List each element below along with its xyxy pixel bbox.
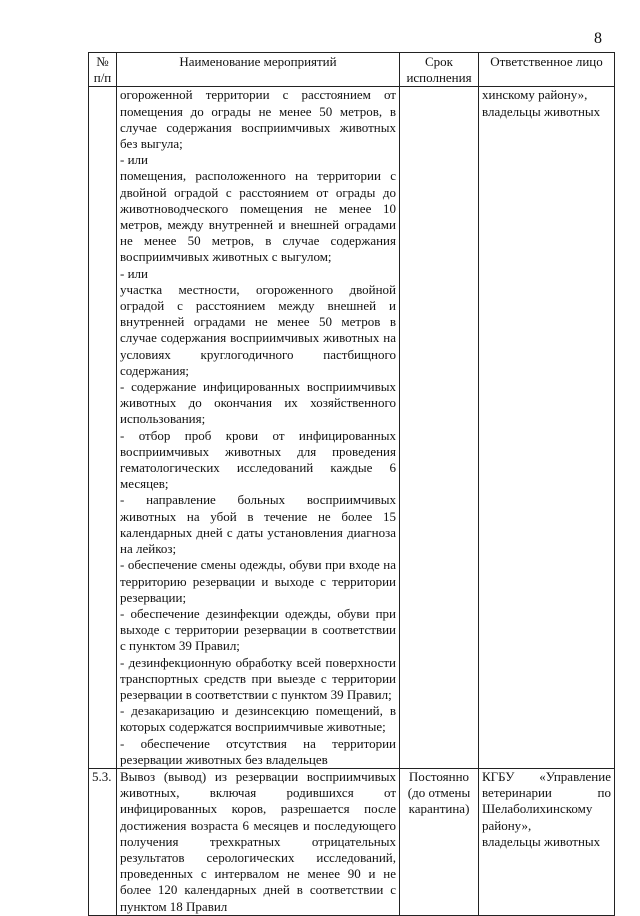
description-line: - обеспечение отсутствия на территории резервации животных без владельцев — [120, 735, 396, 767]
header-term: Срок исполнения — [400, 53, 479, 87]
responsible-line: хинскому району», — [482, 87, 588, 103]
table-row — [89, 87, 615, 769]
row-description — [117, 87, 400, 769]
row-responsible — [479, 87, 615, 769]
row-num — [89, 87, 117, 769]
responsible-line: владельцы животных — [482, 103, 601, 119]
row-description — [117, 768, 400, 915]
description-line: - дезинфекционную обработку всей поверхности транспортных средств при выезде с территории резервации в соответствии с пунктом 39 Правил; — [120, 654, 396, 702]
description-line: участка местности, огороженного двойной оградой с расстоянием между внешней и внутренней оградами не менее 50 метров в случае содержания восприимчивых животных на условиях круглогодичного пастбищного содержания; — [120, 281, 396, 378]
row-term: Постоянно (до отмены карантина) — [400, 768, 479, 915]
responsible-line: владельцы животных — [482, 833, 601, 849]
description-line: огороженной территории с расстоянием от помещения до ограды не менее 50 метров, в случае содержания восприимчивых животных без выгула; — [120, 87, 396, 152]
header-name: Наименование мероприятий — [117, 53, 400, 87]
description-line: - или — [120, 265, 148, 281]
description-line: - или — [120, 152, 148, 168]
description-line: - дезакаризацию и дезинсекцию помещений, в которых содержатся восприимчивые животные; — [120, 703, 396, 735]
page-number: 8 — [594, 30, 602, 47]
description-line: помещения, расположенного на территории с двойной оградой с расстоянием от ограды до животноводческого помещения не менее 10 метров, между внутренней и внешней оградами не менее 50 метров, в случае содержания восприимчивых животных с выгулом; — [120, 168, 396, 265]
row-responsible — [479, 768, 615, 915]
table-header-row — [89, 53, 615, 87]
description-line: - отбор проб крови от инфицированных восприимчивых животных для проведения гематологических исследований каждые 6 месяцев; — [120, 427, 396, 492]
measures-table — [88, 52, 615, 916]
description-line: Вывоз (вывод) из резервации восприимчивых животных, включая родившихся от инфицированных коров, разрешается после достижения возраста 6 месяцев и последующего получения трехкратных отрицательных результатов серологических исследований, проведенных с интервалом не менее 90 и не более 120 календарных дней в соответствии с пунктом 18 Правил — [120, 768, 396, 914]
description-line: - направление больных восприимчивых животных на убой в течение не более 15 календарных дней с даты установления диагноза на лейкоз; — [120, 492, 396, 557]
header-responsible: Ответственное лицо — [479, 53, 615, 87]
table-row — [89, 768, 615, 915]
header-num: № п/п — [89, 53, 117, 87]
description-line: - обеспечение дезинфекции одежды, обуви при выходе с территории резервации в соответствии с пунктом 39 Правил; — [120, 605, 396, 654]
description-line: - обеспечение смены одежды, обуви при входе на территорию резервации и выходе с территории резервации; — [120, 557, 396, 605]
description-line: - содержание инфицированных восприимчивых животных до окончания их хозяйственного использования; — [120, 379, 396, 427]
row-num: 5.3. — [89, 768, 117, 915]
row-term — [400, 87, 479, 769]
responsible-line: КГБУ «Управление ветеринарии по Шелаболихинскому району», — [482, 768, 611, 833]
